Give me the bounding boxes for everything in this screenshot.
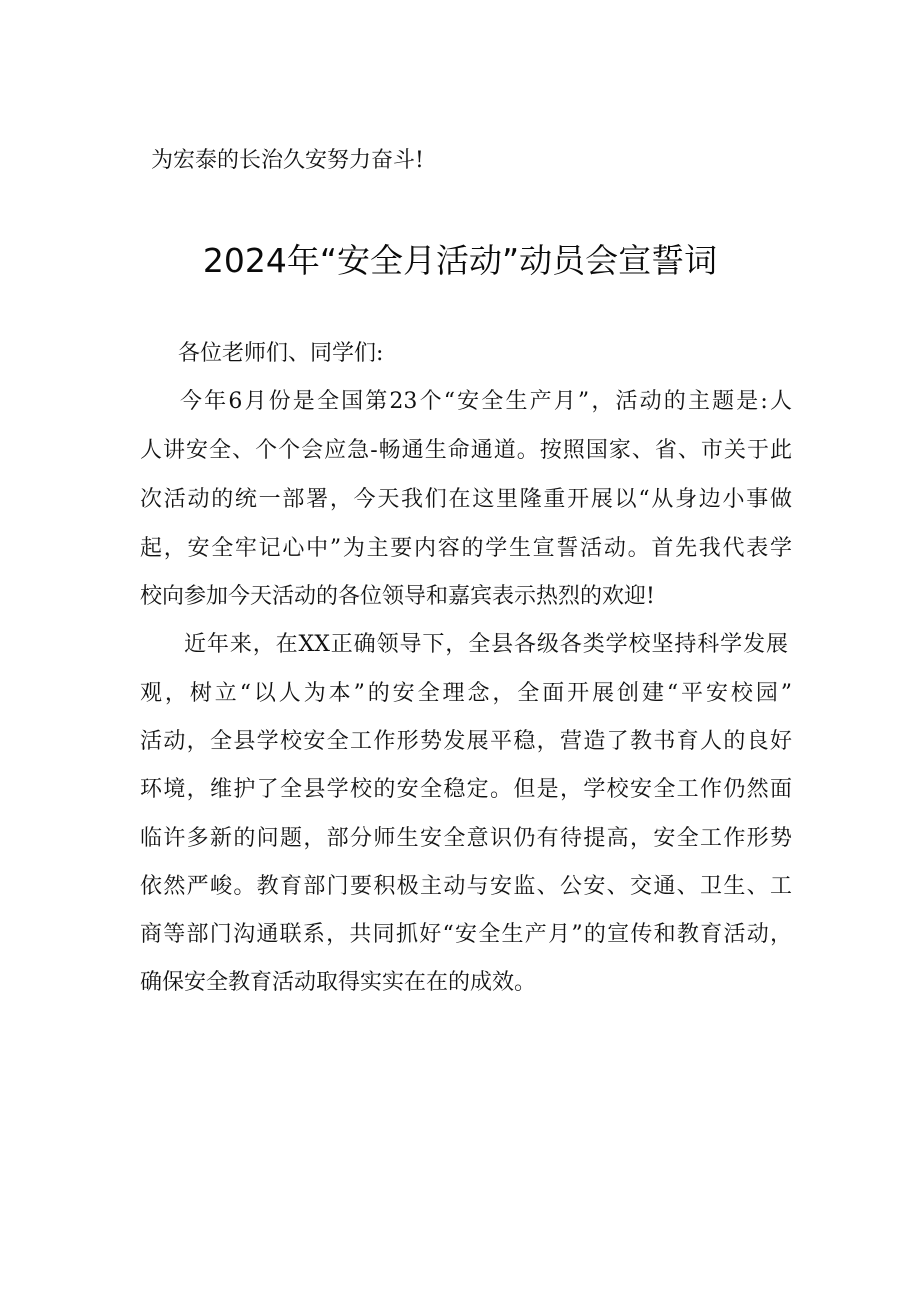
document-title: 2024年“安全月活动”动员会宣誓词	[202, 241, 718, 280]
paragraph-line: 起，安全牢记心中”为主要内容的学生宣誓活动。首先我代表学	[140, 536, 792, 561]
paragraph-line: 确保安全教育活动取得实实在在的成效。	[140, 970, 537, 995]
paragraph-line: 校向参加今天活动的各位领导和嘉宾表示热烈的欢迎!	[140, 584, 655, 609]
paragraph-line: 次活动的统一部署，今天我们在这里隆重开展以“从身边小事做	[140, 487, 792, 512]
paragraph-line: 活动，全县学校安全工作形势发展平稳，营造了教书育人的良好	[140, 729, 792, 754]
paragraph-line: 临许多新的问题，部分师生安全意识仍有待提高，安全工作形势	[140, 826, 792, 851]
paragraph-line: 环境，维护了全县学校的安全稳定。但是，学校安全工作仍然面	[140, 777, 792, 802]
paragraph-line: 近年来，在XX正确领导下，全县各级各类学校坚持科学发展	[184, 632, 788, 657]
previous-page-tail-text: 为宏泰的长治久安努力奋斗!	[151, 148, 424, 173]
paragraph-line: 人讲安全、个个会应急-畅通生命通道。按照国家、省、市关于此	[140, 438, 792, 463]
salutation: 各位老师们、同学们:	[178, 341, 384, 366]
paragraph-line: 观，树立“以人为本”的安全理念，全面开展创建“平安校园”	[140, 681, 792, 706]
paragraph-line: 商等部门沟通联系，共同抓好“安全生产月”的宣传和教育活动，	[140, 922, 792, 947]
paragraph-line: 今年6月份是全国第23个“安全生产月”，活动的主题是:人	[180, 389, 792, 414]
paragraph-line: 依然严峻。教育部门要积极主动与安监、公安、交通、卫生、工	[140, 874, 792, 899]
